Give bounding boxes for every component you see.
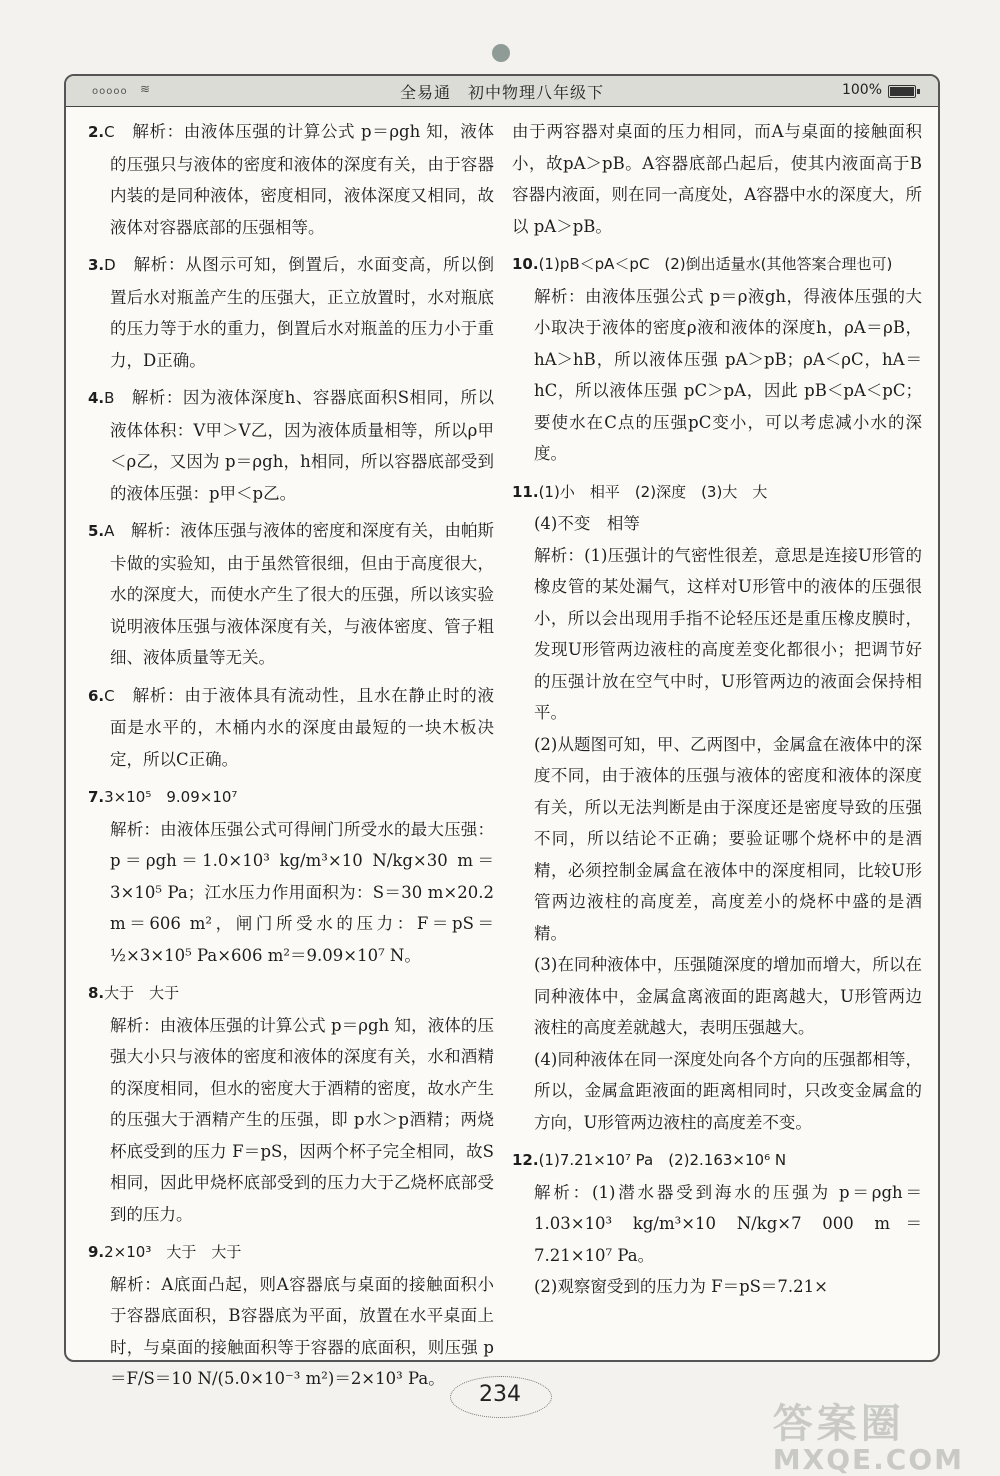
binding-hole bbox=[492, 44, 510, 62]
explanation-paragraph: (2)从题图可知，甲、乙两图中，金属盒在液体中的深度不同，由于液体的压强与液体的密度和液体的深度有关，所以无法判断是由于深度还是密度导致的压强不同，所以结论不正确；要验证哪个烧杯中的是酒精，必须控制金属盒在液体中的深度相同，比较U形管两边液柱的高度差，高度差小的烧杯中盛的是酒精。 bbox=[534, 734, 922, 943]
question-number: 12. bbox=[512, 1151, 539, 1169]
answer-text: A bbox=[104, 522, 115, 540]
answer-line bbox=[88, 382, 494, 509]
question-number: 8. bbox=[88, 984, 105, 1002]
wifi-icon: ≋ bbox=[140, 82, 151, 96]
answer-line bbox=[88, 781, 494, 814]
answer-text: C bbox=[104, 686, 115, 705]
answer-text: (1)7.21×10⁷ Pa (2)2.163×10⁶ N bbox=[538, 1151, 787, 1169]
status-bar bbox=[66, 76, 938, 107]
answer-line bbox=[88, 1236, 494, 1269]
answer-item bbox=[88, 680, 494, 776]
answer-text: B bbox=[104, 389, 115, 407]
explanation-paragraph: 解析：(1)压强计的气密性很差，意思是连接U形管的橡皮管的某处漏气，这样对U形管中的液体的压强很小，所以会出现用手指不论轻压还是重压橡皮膜时，发现U形管两边液柱的高度差变化都很小；把调节好的压强计放在空气中时，U形管两边的液面会保持相平。 bbox=[534, 545, 922, 722]
page-number: 234 bbox=[479, 1382, 521, 1407]
watermark-text: 答案圈 bbox=[772, 1401, 905, 1447]
explanation-text: 解析：由于液体具有流动性，且水在静止时的液面是水平的，木桶内水的深度由最短的一块木板决定，所以C正确。 bbox=[110, 685, 494, 769]
answer-item bbox=[88, 781, 494, 971]
answer-item bbox=[512, 1144, 922, 1303]
explanation-paragraph: (2)观察窗受到的压力为 F＝pS＝7.21× bbox=[534, 1277, 828, 1296]
explanation-text: 解析：从图示可知，倒置后，水面变高，所以倒置后水对瓶盖产生的压强大，正立放置时，水对瓶底的压力等于水的重力，倒置后水对瓶盖的压力小于重力，D正确。 bbox=[110, 255, 494, 370]
answer-item bbox=[512, 248, 922, 470]
question-number: 9. bbox=[88, 1243, 105, 1261]
explanation-paragraph: 解析：由液体压强的计算公式 p＝ρgh 知，液体的压强大小只与液体的密度和液体的深度有关，水和酒精的深度相同，但水的密度大于酒精的密度，故水产生的压强大于酒精产生的压强，即 p水＞p酒精；两烧杯底受到的压力 F＝pS，因两个杯子完全相同，故S相同，因此甲烧杯底部受到的压力大于乙烧杯底部受到的压力。 bbox=[110, 1015, 494, 1224]
answer-text: (1)小 相平 (2)深度 (3)大 大 bbox=[538, 482, 768, 501]
reader-frame bbox=[64, 74, 940, 1388]
answer-item bbox=[88, 515, 494, 674]
battery-percent: 100% bbox=[841, 82, 882, 98]
question-number: 2. bbox=[88, 123, 105, 141]
answer-line bbox=[88, 515, 494, 674]
answer-text: 大于 大于 bbox=[104, 984, 180, 1002]
book-title: 全易通 初中物理八年级下 bbox=[399, 83, 604, 102]
answer-text: 2×10³ 大于 大于 bbox=[104, 1243, 242, 1261]
question-number: 6. bbox=[88, 686, 105, 705]
answer-text: C bbox=[104, 123, 115, 141]
explanation-paragraph: 解析：(1)潜水器受到海水的压强为 p＝ρgh＝1.03×10³ kg/m³×10 N/kg×7 000 m＝7.21×10⁷ Pa。 bbox=[534, 1182, 922, 1265]
answer-item bbox=[88, 116, 494, 243]
question-number: 5. bbox=[88, 522, 105, 540]
answer-line bbox=[512, 476, 922, 509]
explanation-paragraph: 由于两容器对桌面的压力相同，而A与桌面的接触面积小，故pA＞pB。A容器底部凸起后，使其内液面高于B容器内液面，则在同一高度处，A容器中水的深度大，所以 pA＞pB。 bbox=[512, 122, 922, 236]
answer-line bbox=[512, 1144, 922, 1177]
explanation-text: 解析：由液体压强的计算公式 p＝ρgh 知，液体的压强只与液体的密度和液体的深度有关，由于容器内装的是同种液体，密度相同，液体深度又相同，故液体对容器底部的压强相等。 bbox=[110, 122, 494, 237]
explanation-text: 解析：因为液体深度h、容器底面积S相同，所以液体体积：V甲＞V乙，因为液体质量相等，所以ρ甲＜ρ乙，又因为 p＝ρgh，h相同，所以容器底部受到的液体压强：p甲＜p乙。 bbox=[110, 388, 494, 503]
right-column bbox=[512, 116, 922, 1309]
explanation-paragraph: 解析：A底面凸起，则A容器底与桌面的接触面积小于容器底面积，B容器底为平面，放置在水平桌面上时，与桌面的接触面积等于容器的底面积，则压强 p＝F/S＝10 N/(5.0×10⁻³ m²)＝2×10³ Pa。 bbox=[110, 1274, 494, 1388]
question-number: 3. bbox=[88, 256, 105, 274]
answer-item bbox=[512, 476, 922, 1139]
explanation-paragraph: (3)在同种液体中，压强随深度的增加而增大，所以在同种液体中，金属盒离液面的距离越大，U形管两边液柱的高度差就越大，表明压强越大。 bbox=[534, 955, 922, 1037]
answer-item bbox=[88, 249, 494, 376]
watermark-domain: MXQE.COM bbox=[772, 1443, 964, 1476]
answer-line bbox=[88, 977, 494, 1010]
answer-item bbox=[88, 1236, 494, 1395]
answer-item bbox=[88, 977, 494, 1230]
explanation-text: 解析：液体压强与液体的密度和深度有关，由帕斯卡做的实验知，由于虽然管很细，但由于高度很大，水的深度大，而使水产生了很大的压强，所以该实验说明液体压强与液体深度有关，与液体密度、管子粗细、液体质量等无关。 bbox=[110, 521, 494, 667]
answer-text: 3×10⁵ 9.09×10⁷ bbox=[104, 788, 238, 806]
left-column bbox=[88, 116, 494, 1401]
question-number: 7. bbox=[88, 788, 105, 806]
answer-line bbox=[88, 249, 494, 376]
watermark-logo bbox=[773, 1392, 964, 1476]
answer-item bbox=[88, 382, 494, 509]
answer-text: D bbox=[104, 256, 116, 274]
explanation-paragraph: 解析：由液体压强公式可得闸门所受水的最大压强：p＝ρgh＝1.0×10³ kg/m³×10 N/kg×30 m＝3×10⁵ Pa；江水压力作用面积为：S＝30 m×20.2 m＝606 m²，闸门所受水的压力：F＝pS＝½×3×10⁵ Pa×606 m²＝9.09×10⁷ N。 bbox=[110, 819, 494, 965]
explanation-paragraph: (4)不变 相等 bbox=[534, 514, 640, 533]
answer-line bbox=[512, 248, 922, 281]
question-number: 10. bbox=[512, 255, 539, 273]
answer-item bbox=[512, 116, 922, 242]
explanation-paragraph: 解析：由液体压强公式 p＝ρ液gh，得液体压强的大小取决于液体的密度ρ液和液体的深度h，ρA＝ρB，hA＞hB，所以液体压强 pA＞pB；ρA＜ρC，hA＝hC，所以液体压强 pC＞pA，因此 pB＜pA＜pC；要使水在C点的压强pC变小，可以考虑减小水的深度。 bbox=[534, 286, 922, 463]
answer-line bbox=[88, 680, 494, 776]
question-number: 4. bbox=[88, 389, 105, 407]
signal-icon: ooooo bbox=[92, 86, 128, 97]
question-number: 11. bbox=[512, 482, 539, 501]
explanation-paragraph: (4)同种液体在同一深度处向各个方向的压强都相等，所以，金属盒距液面的距离相同时，只改变金属盒的方向，U形管两边液柱的高度差不变。 bbox=[534, 1049, 922, 1132]
answer-line bbox=[88, 116, 494, 243]
battery-icon bbox=[888, 85, 916, 98]
answer-text: (1)pB＜pA＜pC (2)倒出适量水(其他答案合理也可) bbox=[538, 255, 893, 273]
